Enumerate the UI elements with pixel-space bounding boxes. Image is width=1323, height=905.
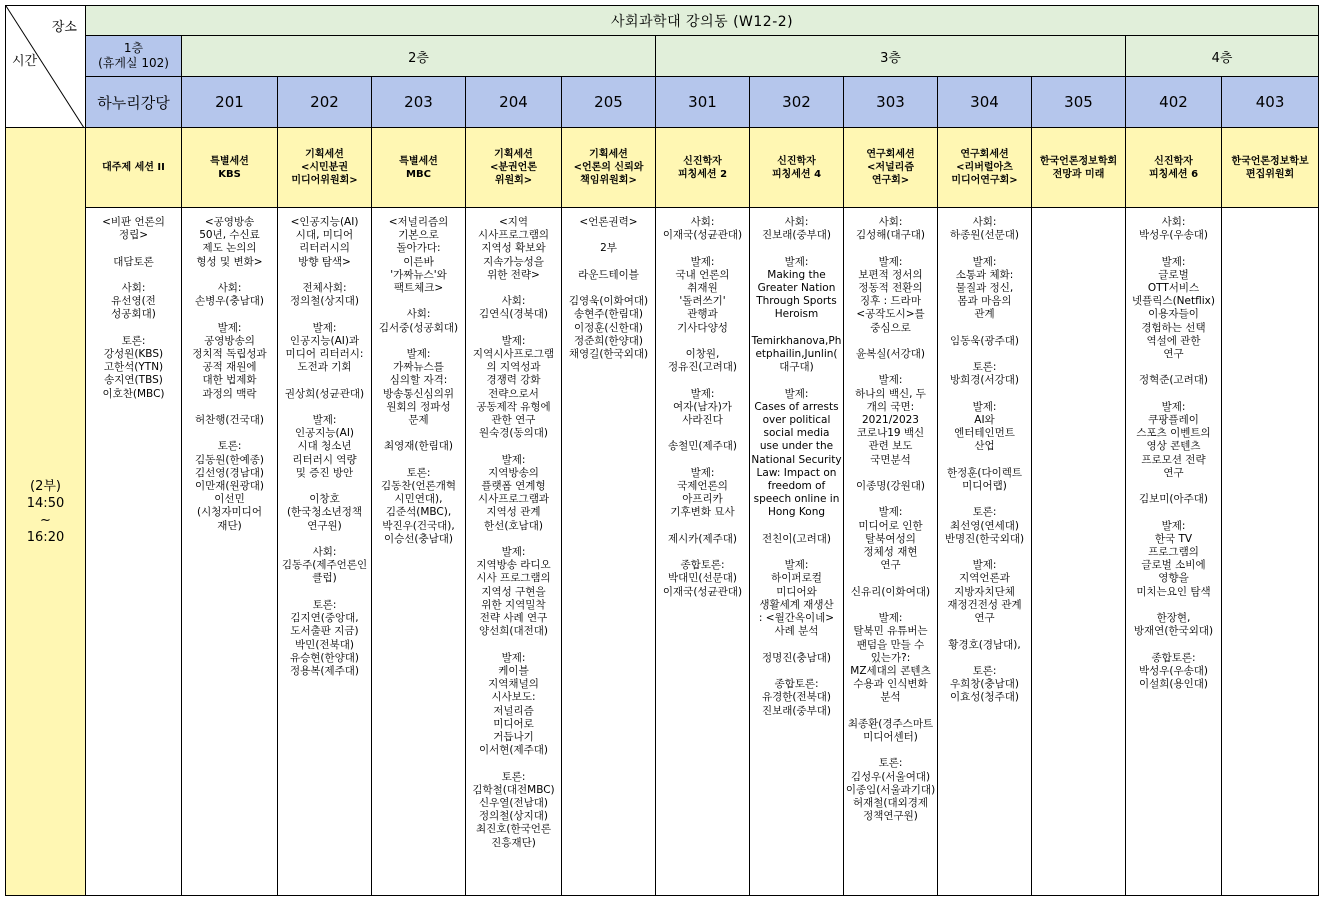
floor-2: 2층 <box>182 36 656 77</box>
session-title: 연구회세션 <저널리즘 연구회> <box>844 128 938 208</box>
floor-4: 4층 <box>1126 36 1319 77</box>
room-header: 301 <box>656 77 750 128</box>
session-body: 사회: 김성해(대구대) 발제: 보편적 정서의 정동적 전환의 징후 : 드라마 <공작도시>를 중심으로 윤복실(서강대) 발제: 하나의 백신, 두 개의 국면: 2021/2023 코로나19 백신 관련 보도 국면분석 이종명(강원대) 발제: 미디어로 인한 탈북여성의 정체성 재현 연구 신유리(이화여대) 발제: 탈북민 유튜버는 팬덤을 만들 수 있는가?: MZ세대의 콘텐츠 수용과 인식변화 분석 최종환(경주스마트 미디어센터) 토론: 김성우(서울여대) 이종임(서울과기대) 허재철(대외경제 정책연구원) <box>844 208 938 896</box>
session-title: 신진학자 피칭세션 4 <box>750 128 844 208</box>
time-label: 시간 <box>12 54 38 69</box>
session-title: 기획세션 <언론의 신뢰와 책임위원회> <box>562 128 656 208</box>
session-body: <지역 시사프로그램의 지역성 확보와 지속가능성을 위한 전략> 사회: 김연식(경북대) 발제: 지역시사프로그램 의 지역성과 경쟁력 강화 전략으로서 공동제작 유형에 관한 연구 원숙경(동의대) 발제: 지역방송의 플랫폼 연계형 시사프로그램과 지역성 관계 한선(호남대) 발제: 지역방송 라디오 시사 프로그램의 지역성 구현을 위한 지역밀착 전략 사례 연구 양선희(대전대) 발제: 케이블 지역채널의 시사보도: 저널리즘 미디어로 거듭나기 이서현(제주대) 토론: 김학철(대전MBC) 신우열(전남대) 정의철(상지대) 최진호(한국언론 진흥재단) <box>466 208 562 896</box>
session-body: <저널리즘의 기본으로 돌아가다: 이른바 '가짜뉴스'와 팩트체크> 사회: 김서중(성공회대) 발제: 가짜뉴스를 심의할 자격: 방송통신심의위 원회의 정파성 문제 최영재(한림대) 토론: 김동찬(언론개혁 시민연대), 김준석(MBC), 박진우(건국대), 이승선(충남대) <box>372 208 466 896</box>
session-title: 신진학자 피칭세션 2 <box>656 128 750 208</box>
session-title: 특별세션 KBS <box>182 128 278 208</box>
room-header: 402 <box>1126 77 1222 128</box>
session-body <box>1032 208 1126 896</box>
time-slot-cell: (2부) 14:50 ~ 16:20 <box>6 128 86 896</box>
session-title: 한국언론정보학회 전망과 미래 <box>1032 128 1126 208</box>
session-title: 특별세션 MBC <box>372 128 466 208</box>
room-header: 203 <box>372 77 466 128</box>
session-body: <비판 언론의 정립> 대담토론 사회: 유선영(전 성공회대) 토론: 강성원(KBS) 고한석(YTN) 송지연(TBS) 이호찬(MBC) <box>86 208 182 896</box>
room-header: 303 <box>844 77 938 128</box>
session-body: 사회: 박성우(우송대) 발제: 글로벌 OTT서비스 넷플릭스(Netflix) 이용자들이 경험하는 선택 역설에 관한 연구 정혁준(고려대) 발제: 쿠팡플레이 스포츠 이벤트의 영상 콘텐츠 프로모션 전략 연구 김보미(아주대) 발제: 한국 TV 프로그램의 글로벌 소비에 영향을 미치는요인 탐색 한장현, 방재연(한국외대) 종합토론: 박성우(우송대) 이설희(용인대) <box>1126 208 1222 896</box>
schedule-table <box>5 5 1319 896</box>
room-header: 202 <box>278 77 372 128</box>
session-body: 사회: 하종원(선문대) 발제: 소통과 체화: 물질과 정신, 몸과 마음의 관계 임동욱(광주대) 토론: 방희경(서강대) 발제: AI와 엔터테인먼트 산업 한정훈(다이렉트 미디어랩) 토론: 최선영(연세대) 반명진(한국외대) 발제: 지역언론과 지방자치단체 재정건전성 관계 연구 황경호(경남대), 토론: 우희창(충남대) 이효성(청주대) <box>938 208 1032 896</box>
room-header: 하누리강당 <box>86 77 182 128</box>
session-title: 대주제 세션 II <box>86 128 182 208</box>
session-title: 한국언론정보학보 편집위원회 <box>1222 128 1319 208</box>
session-body: <언론권력> 2부 라운드테이블 김영욱(이화여대) 송현주(한림대) 이정훈(신한대) 정준희(한양대) 채영길(한국외대) <box>562 208 656 896</box>
floor-3: 3층 <box>656 36 1126 77</box>
session-title: 기획세션 <분권언론 위원회> <box>466 128 562 208</box>
session-body: 사회: 진보래(중부대) 발제: Making the Greater Nation Through Sports Heroism Temirkhanova,Ph etphailin,Junlin( 대구대) 발제: Cases of arrests over political social media use under the National Security Law: Impact on freedom of speech online in Hong Kong 전친이(고려대) 발제: 하이퍼로컬 미디어와 생활세계 재생산 : <월간옥이네> 사례 분석 정명진(충남대) 종합토론: 유경한(전북대) 진보래(중부대) <box>750 208 844 896</box>
room-header: 304 <box>938 77 1032 128</box>
corner-header-cell <box>6 6 86 128</box>
building-title: 사회과학대 강의동 (W12-2) <box>86 6 1319 36</box>
session-title: 기획세션 <시민분권 미디어위원회> <box>278 128 372 208</box>
session-body: <인공지능(AI) 시대, 미디어 리터러시의 방향 탐색> 전체사회: 정의철(상지대) 발제: 인공지능(AI)과 미디어 리터러시: 도전과 기회 권상희(성균관대) 발제: 인공지능(AI) 시대 청소년 리터러시 역량 및 증진 방안 이창호 (한국청소년정책 연구원) 사회: 김동주(제주언론인 클럽) 토론: 김지연(중앙대, 도서출판 지금) 박민(전북대) 유승현(한양대) 정용복(제주대) <box>278 208 372 896</box>
room-header: 205 <box>562 77 656 128</box>
room-header: 302 <box>750 77 844 128</box>
room-header: 403 <box>1222 77 1319 128</box>
session-body: 사회: 이재국(성균관대) 발제: 국내 언론의 취재원 '돌려쓰기' 관행과 기사다양성 이창원, 정유진(고려대) 발제: 여자(남자)가 사라진다 송철민(제주대) 발제: 국제언론의 아프리카 기후변화 묘사 제시카(제주대) 종합토론: 박대민(선문대) 이재국(성균관대) <box>656 208 750 896</box>
session-body <box>1222 208 1319 896</box>
place-label: 장소 <box>51 20 77 35</box>
session-title: 연구회세션 <리버럴아츠 미디어연구회> <box>938 128 1032 208</box>
session-title: 신진학자 피칭세션 6 <box>1126 128 1222 208</box>
room-header: 201 <box>182 77 278 128</box>
floor-1: 1층 (휴게실 102) <box>86 36 182 77</box>
room-header: 204 <box>466 77 562 128</box>
room-header: 305 <box>1032 77 1126 128</box>
session-body: <공영방송 50년, 수신료 제도 논의의 형성 및 변화> 사회: 손병우(충남대) 발제: 공영방송의 정치적 독립성과 공적 재원에 대한 법제화 과정의 맥락 허찬행(건국대) 토론: 김동원(한예종) 김선영(경남대) 이만재(원광대) 이선민 (시청자미디어 재단) <box>182 208 278 896</box>
